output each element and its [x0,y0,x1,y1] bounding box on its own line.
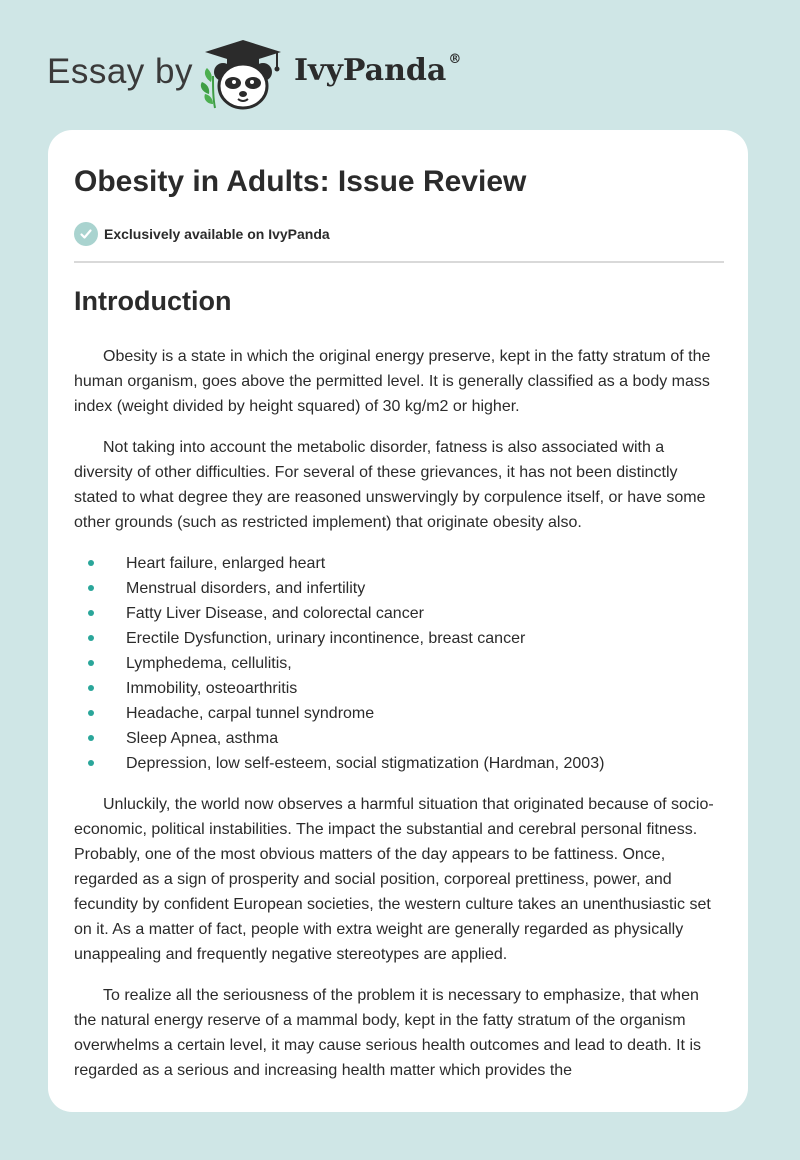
exclusive-badge-label: Exclusively available on IvyPanda [104,226,330,242]
list-item [74,626,724,651]
registered-mark: ® [448,52,462,67]
paragraph: Obesity is a state in which the original energy preserve, kept in the fatty stratum of the human organism, goes above the permitted level. It is generally classified as a body mass index (weight divided by height squared) of 30 kg/m2 or higher. [74,348,711,415]
list-item [74,701,724,726]
list-item [74,751,724,776]
section-heading: Introduction [74,286,232,316]
list-item [74,551,724,576]
list-item-text: Sleep Apnea, asthma [126,730,279,747]
list-item [74,651,724,676]
list-item [74,576,724,601]
list-item-text: Depression, low self-esteem, social stigmatization (Hardman, 2003) [126,755,605,772]
brand-name[interactable] [294,53,461,88]
panda-logo-icon[interactable] [197,36,289,112]
paragraph: Not taking into account the metabolic disorder, fatness is also associated with a diversity of other difficulties. For several of these grievances, it has not been distinctly stated to what degree they are reasoned unswervingly by corpulence itself, or have some other grounds (such as restricted implement) that originate obesity also. [74,439,706,531]
bullet-icon [88,710,94,716]
article-card [48,130,748,1112]
list-item-text: Lymphedema, cellulitis, [126,655,292,672]
article-title: Obesity in Adults: Issue Review [74,165,527,198]
bullet-icon [88,760,94,766]
article-body [74,344,724,1099]
list-item-text: Erectile Dysfunction, urinary incontinence, breast cancer [126,630,526,647]
bullet-icon [88,610,94,616]
list-item-text: Immobility, osteoarthritis [126,680,298,697]
site-header [47,36,507,112]
conditions-list [74,551,724,776]
list-item [74,676,724,701]
list-item [74,601,724,626]
bullet-icon [88,660,94,666]
bullet-icon [88,735,94,741]
paragraph: Unluckily, the world now observes a harmful situation that originated because of socio-economic, political instabilities. The impact the substantial and cerebral personal fitness. Probably, one of the most obvious matters of the day appears to be fattiness. Once, regarded as a sign of prosperity and social position, corporeal prettiness, power, and fecundity by confident European societies, the western culture takes an unenthusiastic set on it. As a matter of fact, people with extra weight are generally regarded as physically unappealing and frequently negative stereotypes are applied. [74,796,714,963]
list-item-text: Headache, carpal tunnel syndrome [126,705,375,722]
list-item-text: Fatty Liver Disease, and colorectal cancer [126,605,424,622]
list-item-text: Heart failure, enlarged heart [126,555,326,572]
bullet-icon [88,585,94,591]
check-icon [74,222,98,246]
exclusive-badge [74,222,330,246]
paragraph: To realize all the seriousness of the problem it is necessary to emphasize, that when the natural energy reserve of a mammal body, kept in the fatty stratum of the organism overwhelms a certain level, it may cause serious health outcomes and lead to death. It is regarded as a serious and increasing health matter which provides the [74,987,701,1079]
brand-prefix: Essay by [47,52,193,91]
bullet-icon [88,635,94,641]
bullet-icon [88,685,94,691]
list-item-text: Menstrual disorders, and infertility [126,580,366,597]
bullet-icon [88,560,94,566]
list-item [74,726,724,751]
title-divider [74,261,724,263]
brand-name-text: IvyPanda [294,53,447,88]
